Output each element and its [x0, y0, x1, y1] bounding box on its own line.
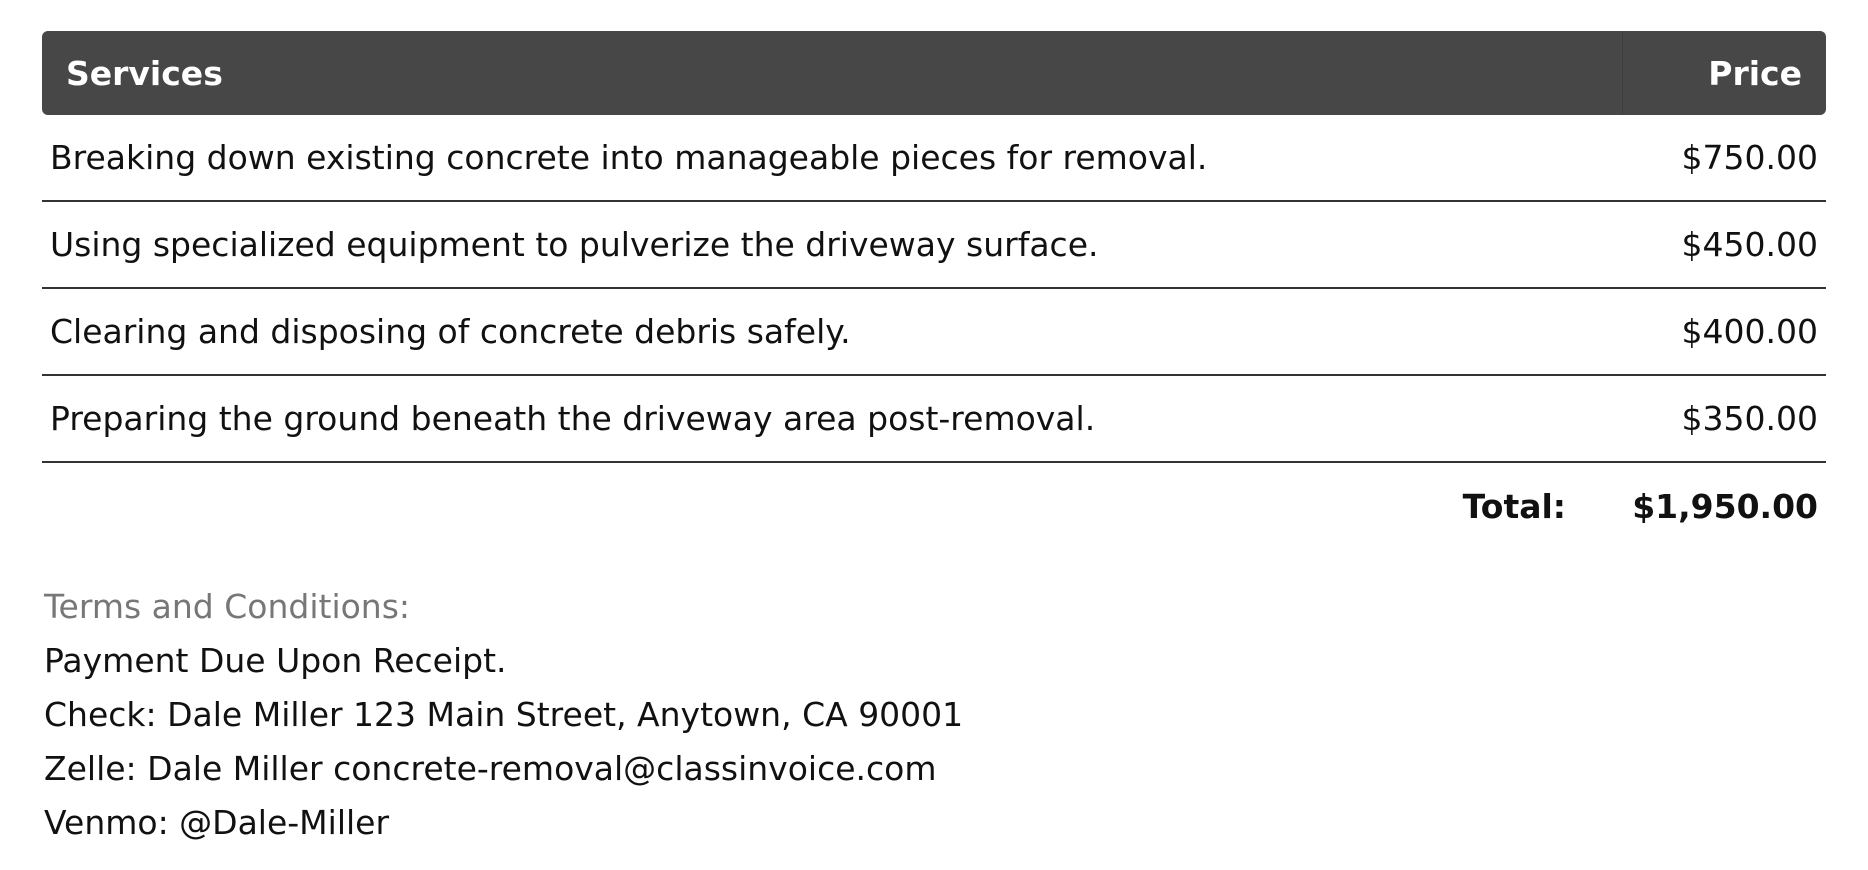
header-row	[42, 31, 1826, 115]
services-table	[42, 31, 1826, 549]
services-table-header	[42, 31, 1826, 115]
services-table-body	[42, 115, 1826, 462]
table-row	[42, 115, 1826, 201]
service-description: Clearing and disposing of concrete debris safely.	[42, 288, 1622, 375]
terms-section	[44, 580, 963, 850]
total-row	[42, 462, 1826, 549]
service-description: Breaking down existing concrete into manageable pieces for removal.	[42, 115, 1622, 201]
service-price: $350.00	[1622, 375, 1826, 462]
services-column-header: Services	[42, 31, 1622, 115]
service-price: $750.00	[1622, 115, 1826, 201]
total-label: Total:	[1462, 486, 1566, 526]
terms-payment-due: Payment Due Upon Receipt.	[44, 641, 507, 680]
terms-zelle-info: Zelle: Dale Miller concrete-removal@classinvoice.com	[44, 749, 937, 788]
table-row	[42, 375, 1826, 462]
services-table-footer	[42, 462, 1826, 549]
service-description: Using specialized equipment to pulverize the driveway surface.	[42, 201, 1622, 288]
service-price: $400.00	[1622, 288, 1826, 375]
table-row	[42, 288, 1826, 375]
total-value: $1,950.00	[1632, 486, 1818, 526]
service-price: $450.00	[1622, 201, 1826, 288]
price-column-header: Price	[1622, 31, 1826, 115]
terms-heading: Terms and Conditions:	[44, 587, 411, 626]
terms-check-info: Check: Dale Miller 123 Main Street, Anytown, CA 90001	[44, 695, 964, 734]
terms-venmo-info: Venmo: @Dale-Miller	[44, 803, 390, 842]
service-description: Preparing the ground beneath the driveway area post-removal.	[42, 375, 1622, 462]
table-row	[42, 201, 1826, 288]
